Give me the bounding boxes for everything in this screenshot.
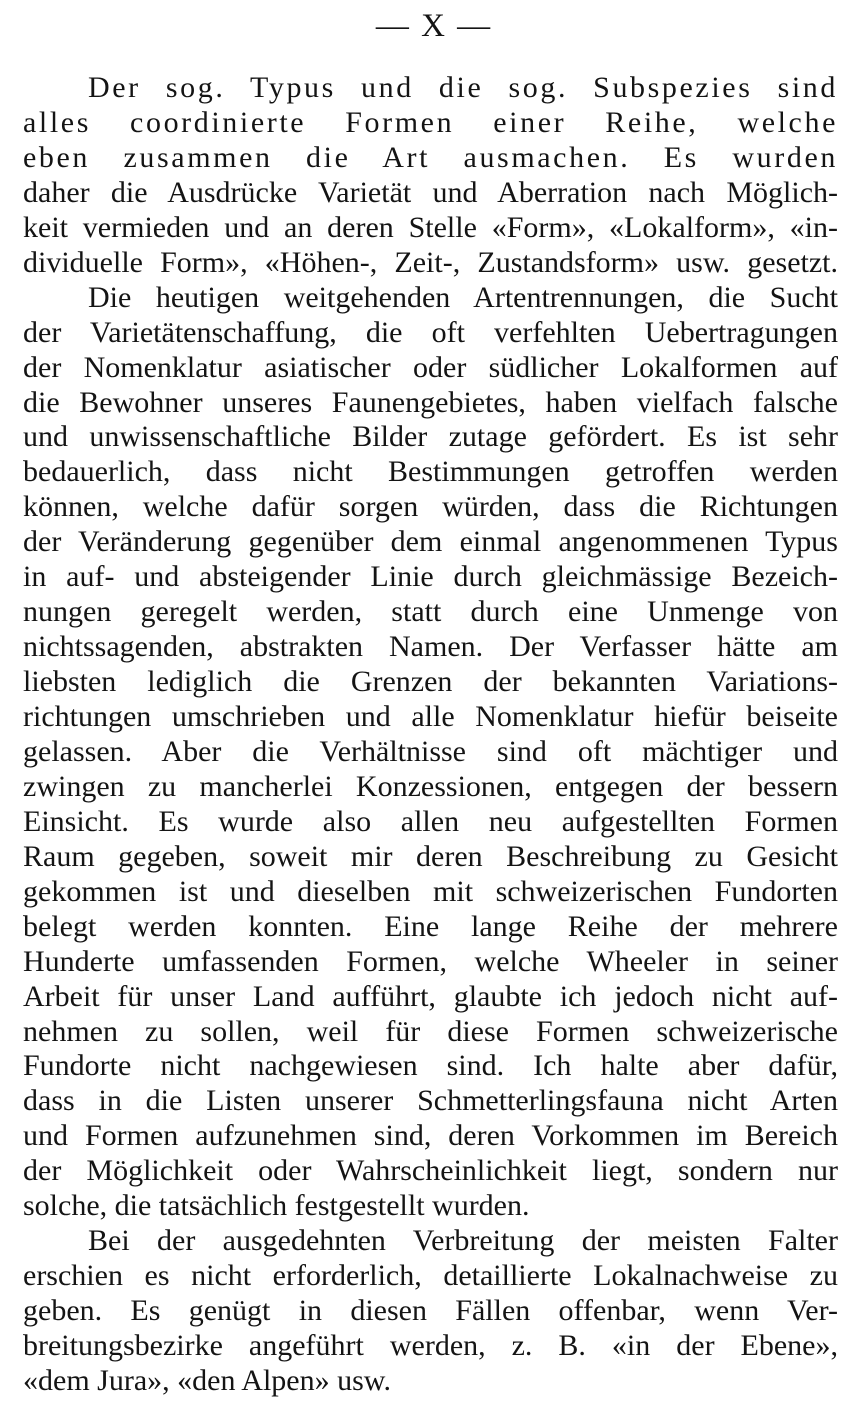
text-line: Bei der ausgedehnten Verbreitung der meisten Falter [88, 1224, 838, 1257]
text-line: erschien es nicht erforderlich, detaillierte Lokalnachweise zu [23, 1259, 838, 1292]
text-line: gelassen. Aber die Verhältnisse sind oft mächtiger und [23, 735, 838, 768]
text-line: Arbeit für unser Land aufführt, glaubte ich jedoch nicht auf- [23, 980, 838, 1013]
text-line: solche, die tatsächlich festgestellt wurden. [23, 1189, 530, 1222]
text-line: und Formen aufzunehmen sind, deren Vorkommen im Bereich [23, 1119, 838, 1152]
text-line: dividuelle Form», «Höhen-, Zeit-, Zustandsform» usw. gesetzt. [23, 246, 838, 279]
text-line: der Varietätenschaffung, die oft verfehlten Uebertragungen [23, 316, 838, 349]
text-line: in auf- und absteigender Linie durch gleichmässige Bezeich- [23, 560, 838, 593]
text-line: keit vermieden und an deren Stelle «Form», «Lokalform», «in- [23, 211, 838, 244]
text-line: Einsicht. Es wurde also allen neu aufgestellten Formen [23, 805, 838, 838]
text-line: daher die Ausdrücke Varietät und Aberration nach Möglich- [23, 176, 838, 209]
text-line: geben. Es genügt in diesen Fällen offenbar, wenn Ver- [23, 1294, 838, 1327]
text-line: Fundorte nicht nachgewiesen sind. Ich halte aber dafür, [23, 1049, 838, 1082]
text-line: der Möglichkeit oder Wahrscheinlichkeit liegt, sondern nur [23, 1154, 838, 1187]
text-line: der Nomenklatur asiatischer oder südlicher Lokalformen auf [23, 351, 838, 384]
text-line: bedauerlich, dass nicht Bestimmungen getroffen werden [23, 455, 838, 488]
text-line: nungen geregelt werden, statt durch eine Unmenge von [23, 595, 838, 628]
text-line: alles coordinierte Formen einer Reihe, welche [23, 106, 838, 139]
text-line: die Bewohner unseres Faunengebietes, haben vielfach falsche [23, 386, 838, 419]
text-line: Die heutigen weitgehenden Artentrennungen, die Sucht [88, 281, 838, 314]
text-line: Der sog. Typus und die sog. Subspezies sind [88, 71, 838, 104]
text-line: nehmen zu sollen, weil für diese Formen schweizerische [23, 1015, 838, 1048]
text-line: liebsten lediglich die Grenzen der bekannten Variations- [23, 665, 838, 698]
text-line: eben zusammen die Art ausmachen. Es wurden [23, 141, 838, 174]
text-line: Hunderte umfassenden Formen, welche Wheeler in seiner [23, 945, 838, 978]
text-line: und unwissenschaftliche Bilder zutage gefördert. Es ist sehr [23, 420, 838, 453]
text-line: zwingen zu mancherlei Konzessionen, entgegen der bessern [23, 770, 838, 803]
text-line: der Veränderung gegenüber dem einmal angenommenen Typus [23, 525, 838, 558]
text-line: «dem Jura», «den Alpen» usw. [23, 1364, 391, 1397]
text-line: nichtssagenden, abstrakten Namen. Der Verfasser hätte am [23, 630, 838, 663]
page-number: — X — [375, 8, 493, 44]
text-line: gekommen ist und dieselben mit schweizerischen Fundorten [23, 875, 838, 908]
text-line: richtungen umschrieben und alle Nomenklatur hiefür beiseite [23, 700, 838, 733]
text-line: dass in die Listen unserer Schmetterlingsfauna nicht Arten [23, 1084, 838, 1117]
text-line: breitungsbezirke angeführt werden, z. B. «in der Ebene», [23, 1329, 838, 1362]
text-line: belegt werden konnten. Eine lange Reihe der mehrere [23, 910, 838, 943]
text-line: Raum gegeben, soweit mir deren Beschreibung zu Gesicht [23, 840, 838, 873]
text-line: können, welche dafür sorgen würden, dass die Richtungen [23, 490, 838, 523]
